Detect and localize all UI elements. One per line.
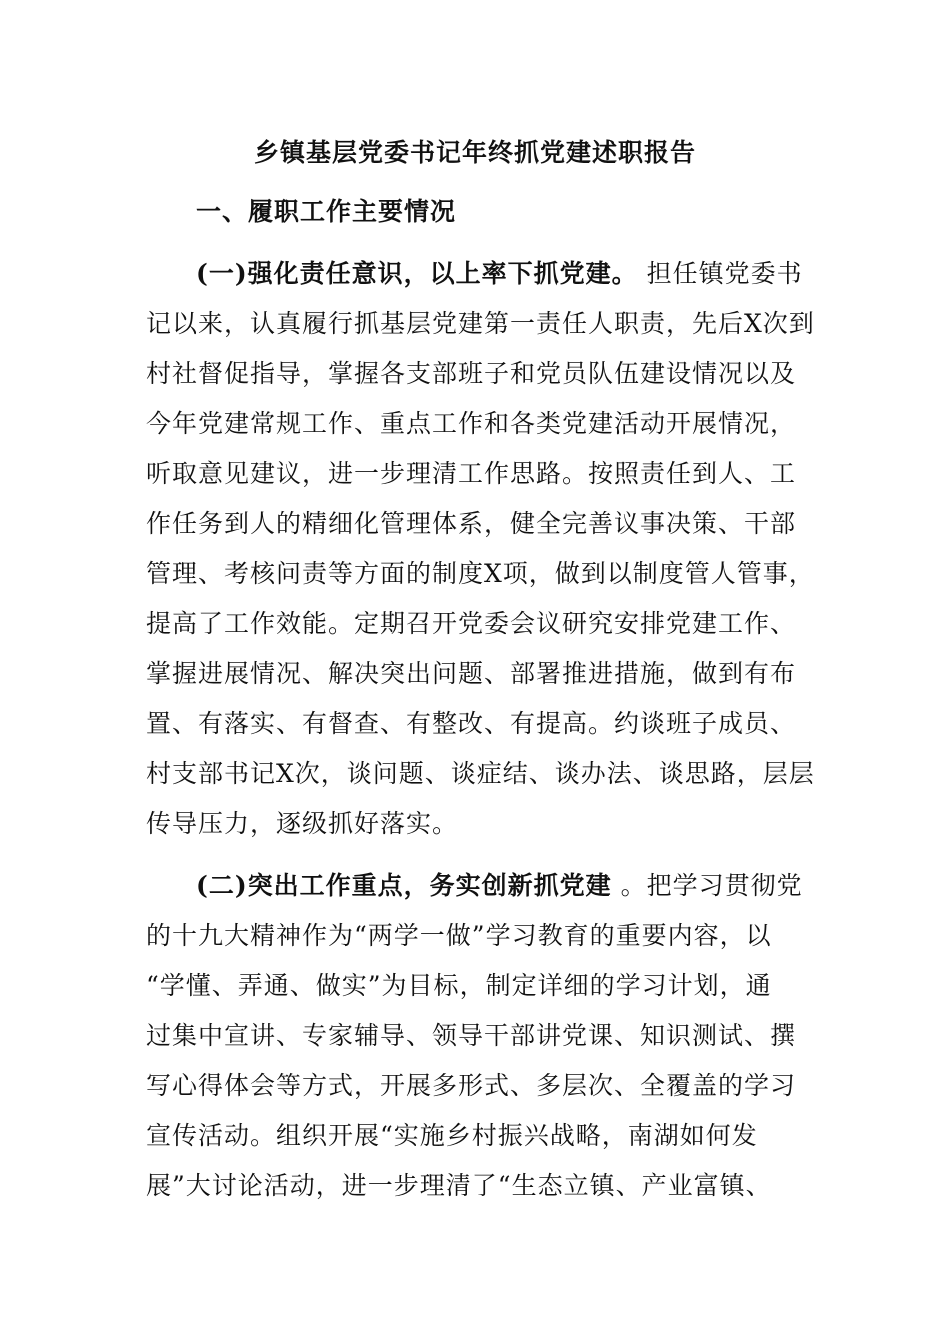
paragraph-1-line: 提高了工作效能。定期召开党委会议研究安排党建工作、 bbox=[146, 609, 797, 638]
paragraph-2-line-1-text: 。把学习贯彻党 bbox=[611, 871, 803, 900]
paragraph-2-line: 写心得体会等方式，开展多形式、多层次、全覆盖的学习 bbox=[146, 1071, 797, 1100]
paragraph-1-line-1-text: 担任镇党委书 bbox=[637, 259, 803, 288]
paragraph-2-line: 的十九大精神作为“两学一做”学习教育的重要内容，以 bbox=[146, 921, 772, 950]
paragraph-2-line: 宣传活动。组织开展“实施乡村振兴战略，南湖如何发 bbox=[146, 1121, 758, 1150]
paragraph-2-line: 展”大讨论活动，进一步理清了“生态立镇、产业富镇、 bbox=[146, 1171, 772, 1200]
paragraph-1-line: 听取意见建议，进一步理清工作思路。按照责任到人、工 bbox=[146, 459, 797, 488]
paragraph-1-line: 村支部书记X次，谈问题、谈症结、谈办法、谈思路，层层 bbox=[146, 759, 815, 788]
paragraph-1-line: 今年党建常规工作、重点工作和各类党建活动开展情况， bbox=[146, 409, 797, 438]
paragraph-1-line: 作任务到人的精细化管理体系，健全完善议事决策、干部 bbox=[146, 509, 797, 538]
paragraph-1-heading: (一)强化责任意识，以上率下抓党建。 bbox=[196, 259, 638, 288]
section-heading: 一、履职工作主要情况 bbox=[196, 197, 457, 226]
document-title: 乡镇基层党委书记年终抓党建述职报告 bbox=[253, 138, 696, 167]
paragraph-1-line: 村社督促指导，掌握各支部班子和党员队伍建设情况以及 bbox=[146, 359, 797, 388]
paragraph-2-heading: (二)突出工作重点，务实创新抓党建 bbox=[196, 871, 612, 900]
paragraph-1-first-line bbox=[196, 254, 803, 294]
paragraph-1-line: 掌握进展情况、解决突出问题、部署推进措施，做到有布 bbox=[146, 659, 797, 688]
paragraph-1-line: 管理、考核问责等方面的制度X项，做到以制度管人管事， bbox=[146, 559, 815, 588]
paragraph-1-line: 传导压力，逐级抓好落实。 bbox=[146, 809, 459, 838]
paragraph-2-line: 过集中宣讲、专家辅导、领导干部讲党课、知识测试、撰 bbox=[146, 1021, 797, 1050]
paragraph-1-line: 记以来，认真履行抓基层党建第一责任人职责，先后X次到 bbox=[146, 309, 815, 338]
paragraph-1-line: 置、有落实、有督查、有整改、有提高。约谈班子成员、 bbox=[146, 709, 797, 738]
paragraph-2-first-line bbox=[196, 866, 803, 906]
paragraph-2-line: “学懂、弄通、做实”为目标，制定详细的学习计划，通 bbox=[146, 971, 772, 1000]
